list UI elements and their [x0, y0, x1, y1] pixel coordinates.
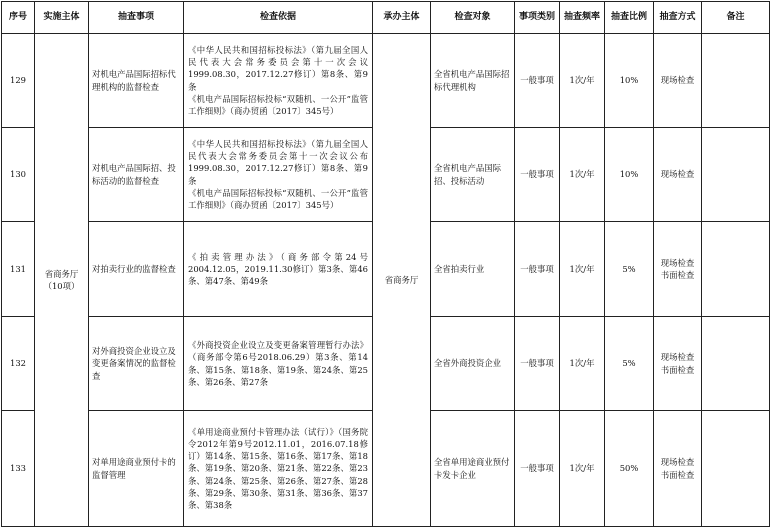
inspection-table	[1, 1, 770, 527]
cell-basis	[184, 34, 373, 128]
header-frequency: 抽查频率	[560, 2, 605, 34]
cell-no: 129	[2, 34, 35, 128]
cell-ratio: 10%	[605, 34, 654, 128]
header-method: 抽查方式	[654, 2, 702, 34]
table-row	[2, 34, 770, 128]
basis-line: 《中华人民共和国招标投标法》（第九届全国人民代表大会常务委员会第十一次会议公布1999.08.30，2017.12.27修订）第8条、第9条	[188, 138, 368, 186]
cell-object: 全省机电产品国际招标代理机构	[431, 34, 515, 128]
header-undertaking-entity: 承办主体	[373, 2, 431, 34]
cell-category: 一般事项	[515, 411, 560, 527]
cell-no: 131	[2, 222, 35, 317]
cell-inspection-item: 对机电产品国际招标代理机构的监督检查	[89, 34, 184, 128]
cell-frequency: 1次/年	[560, 34, 605, 128]
header-basis: 检查依据	[184, 2, 373, 34]
cell-ratio: 50%	[605, 411, 654, 527]
header-remark: 备注	[702, 2, 770, 34]
cell-frequency: 1次/年	[560, 317, 605, 411]
header-implementing-entity: 实施主体	[35, 2, 89, 34]
header-ratio: 抽查比例	[605, 2, 654, 34]
cell-basis	[184, 222, 373, 317]
cell-frequency: 1次/年	[560, 128, 605, 222]
cell-inspection-item: 对拍卖行业的监督检查	[89, 222, 184, 317]
cell-category: 一般事项	[515, 128, 560, 222]
cell-method: 现场检查 书面检查	[654, 222, 702, 317]
implementing-entity-text: 省商务厅 （10项）	[43, 268, 80, 291]
cell-method: 现场检查	[654, 34, 702, 128]
cell-frequency: 1次/年	[560, 222, 605, 317]
cell-frequency: 1次/年	[560, 411, 605, 527]
cell-category: 一般事项	[515, 222, 560, 317]
header-category: 事项类别	[515, 2, 560, 34]
cell-basis	[184, 411, 373, 527]
basis-line: 《机电产品国际招标投标“双随机、一公开”监管工作细则》（商办贸函〔2017〕345号）	[188, 187, 368, 210]
cell-object: 全省机电产品国际招、投标活动	[431, 128, 515, 222]
cell-inspection-item: 对外商投资企业设立及变更备案情况的监督检查	[89, 317, 184, 411]
cell-object: 全省外商投资企业	[431, 317, 515, 411]
cell-basis	[184, 317, 373, 411]
cell-remark	[702, 317, 770, 411]
cell-inspection-item: 对单用途商业预付卡的监督管理	[89, 411, 184, 527]
cell-undertaking-entity: 省商务厅	[373, 34, 431, 527]
header-no: 序号	[2, 2, 35, 34]
cell-basis	[184, 128, 373, 222]
cell-object: 全省单用途商业预付卡发卡企业	[431, 411, 515, 527]
basis-line: 《外商投资企业设立及变更备案管理暂行办法》（商务部令第6号2018.06.29）第3条、第14条、第15条、第18条、第19条、第24条、第25条、第26条、第27条	[188, 340, 368, 387]
basis-line: 《中华人民共和国招标投标法》（第九届全国人民代表大会常务委员会第十一次会议1999.08.30，2017.12.27修订）第8条、第9条	[188, 44, 368, 92]
cell-method: 现场检查 书面检查	[654, 317, 702, 411]
header-object: 检查对象	[431, 2, 515, 34]
cell-inspection-item: 对机电产品国际招、投标活动的监督检查	[89, 128, 184, 222]
cell-no: 133	[2, 411, 35, 527]
cell-method: 现场检查 书面检查	[654, 411, 702, 527]
cell-no: 130	[2, 128, 35, 222]
cell-object: 全省拍卖行业	[431, 222, 515, 317]
cell-category: 一般事项	[515, 34, 560, 128]
cell-remark	[702, 222, 770, 317]
cell-remark	[702, 128, 770, 222]
basis-line: 《机电产品国际招标投标“双随机、一公开”监管工作细则》（商办贸函〔2017〕345号）	[188, 93, 368, 116]
cell-ratio: 5%	[605, 222, 654, 317]
header-inspection-item: 抽查事项	[89, 2, 184, 34]
basis-line: 《单用途商业预付卡管理办法（试行）》（国务院令2012年第9号2012.11.01，2016.07.18修订）第14条、第15条、第16条、第17条、第18条、第19条、第20条、第21条、第22条、第23条、第24条、第25条、第26条、第27条、第28条、第29条、第30条、第31条、第36条、第37条、第38条	[188, 426, 368, 510]
cell-no: 132	[2, 317, 35, 411]
cell-remark	[702, 411, 770, 527]
cell-ratio: 10%	[605, 128, 654, 222]
cell-category: 一般事项	[515, 317, 560, 411]
cell-implementing-entity	[35, 34, 89, 527]
basis-line: 《拍卖管理办法》（商务部令第24号2004.12.05，2019.11.30修订）第3条、第46条、第47条、第49条	[188, 251, 368, 287]
cell-remark	[702, 34, 770, 128]
cell-method: 现场检查	[654, 128, 702, 222]
table-header-row	[2, 2, 770, 34]
cell-ratio: 5%	[605, 317, 654, 411]
